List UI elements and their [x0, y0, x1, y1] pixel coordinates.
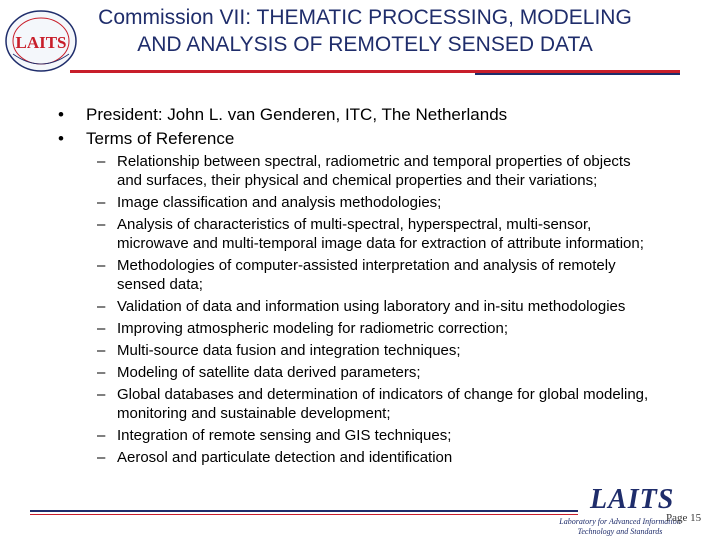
term-item — [97, 297, 649, 316]
dash-marker: – — [97, 342, 106, 359]
dash-marker: – — [97, 194, 106, 211]
term-item — [97, 215, 649, 253]
logo-text: LAITS — [15, 33, 67, 52]
term-text: Methodologies of computer-assisted interpretation and analysis of remotely sensed data; — [117, 257, 616, 293]
term-item — [97, 426, 649, 445]
term-text: Integration of remote sensing and GIS techniques; — [117, 427, 452, 444]
dash-marker: – — [97, 386, 106, 403]
dash-marker: – — [97, 320, 106, 337]
dash-marker: – — [97, 364, 106, 381]
footer-rule-red — [30, 514, 578, 515]
bullet-item — [58, 103, 507, 127]
term-text: Aerosol and particulate detection and identification — [117, 449, 453, 466]
term-item — [97, 319, 649, 338]
bullet-list — [58, 103, 507, 151]
term-text: Validation of data and information using laboratory and in-situ methodologies — [117, 298, 626, 315]
laits-logo-graphic — [3, 8, 79, 74]
term-item — [97, 341, 649, 360]
bullet-marker: • — [58, 105, 64, 124]
term-item — [97, 256, 649, 294]
term-item — [97, 193, 649, 212]
dash-marker: – — [97, 427, 106, 444]
term-item — [97, 385, 649, 423]
term-text: Improving atmospheric modeling for radiometric correction; — [117, 320, 508, 337]
footer-logo: LAITS — [590, 484, 675, 515]
footer-rule-navy — [30, 510, 578, 512]
term-text: Multi-source data fusion and integration techniques; — [117, 342, 461, 359]
term-text: Modeling of satellite data derived parameters; — [117, 364, 421, 381]
term-text: Global databases and determination of indicators of change for global modeling, monitoring and sustainable development; — [117, 386, 649, 422]
dash-marker: – — [97, 216, 106, 233]
dash-marker: – — [97, 257, 106, 274]
page-title: Commission VII: THEMATIC PROCESSING, MODELING AND ANALYSIS OF REMOTELY SENSED DATA — [98, 6, 632, 56]
term-item — [97, 448, 649, 467]
laits-logo — [3, 8, 79, 74]
page-number: Page 15 — [666, 512, 702, 524]
term-item — [97, 152, 649, 190]
bullet-item — [58, 127, 507, 151]
dash-marker: – — [97, 153, 106, 170]
footer-org-line: Laboratory for Advanced Information — [559, 517, 681, 526]
terms-of-reference-list — [97, 152, 649, 470]
bullet-text: Terms of Reference — [86, 129, 235, 148]
bullet-marker: • — [58, 129, 64, 148]
dash-marker: – — [97, 449, 106, 466]
footer-org-line: Technology and Standards — [577, 527, 663, 536]
term-text: Relationship between spectral, radiometric and temporal properties of objects and surfaces, their physical and chemical properties and their variations; — [117, 153, 631, 189]
term-item — [97, 363, 649, 382]
header-rule-navy — [475, 73, 680, 75]
term-text: Image classification and analysis methodologies; — [117, 194, 442, 211]
bullet-text: President: John L. van Genderen, ITC, The Netherlands — [86, 105, 508, 124]
term-text: Analysis of characteristics of multi-spectral, hyperspectral, multi-sensor, microwave and multi-temporal image data for extraction of attribute information; — [117, 216, 644, 252]
dash-marker: – — [97, 298, 106, 315]
